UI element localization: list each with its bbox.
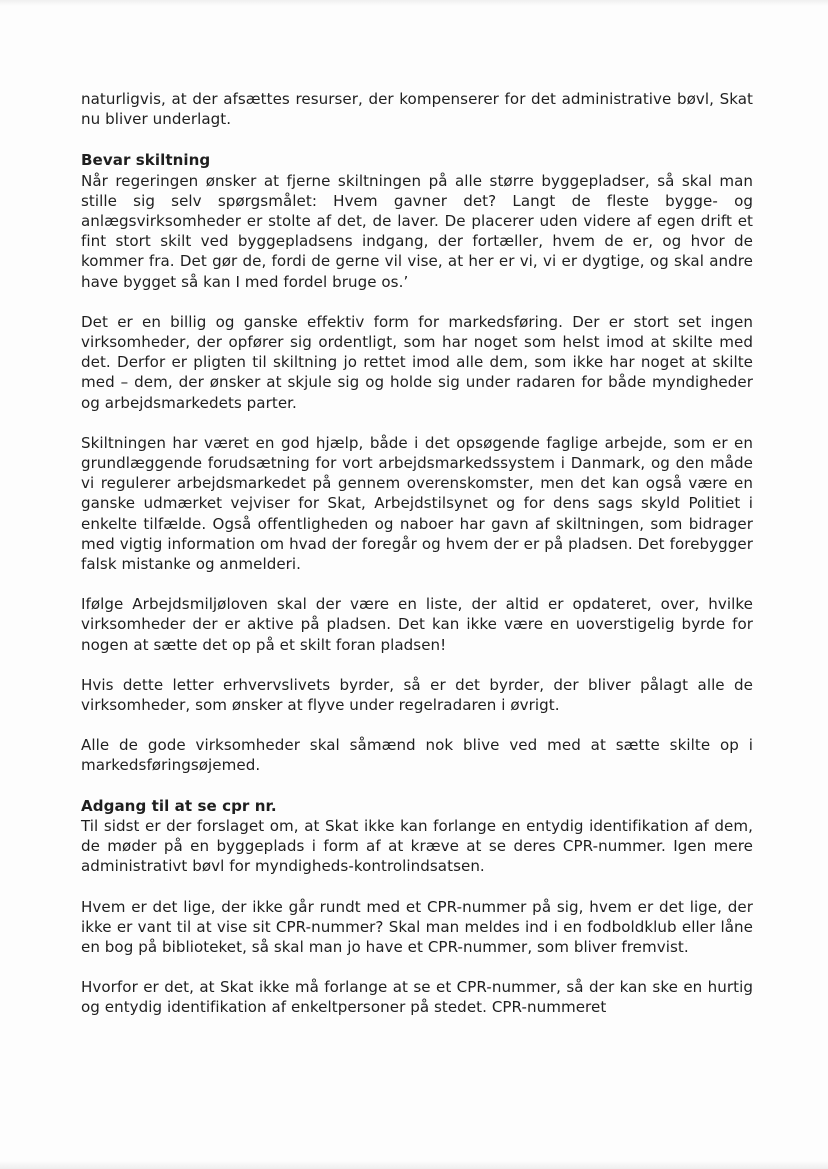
paragraph-skiltning-6: Alle de gode virksomheder skal såmænd nok blive ved med at sætte skilte op i markedsføringsøjemed. [81,736,753,775]
paragraph-cpr-3: Hvorfor er det, at Skat ikke må forlange at se et CPR-nummer, så der kan ske en hurtig og entydig identifikation af enkeltpersoner på stedet. CPR-nummeret [81,978,753,1017]
heading-adgang-cpr: Adgang til at se cpr nr. [81,796,277,815]
paragraph-spacer [81,877,753,897]
paragraph-skiltning-2: Det er en billig og ganske effektiv form for markedsføring. Der er stort set ingen virksomheder, der opfører sig ordentligt, som har noget som helst imod at skilte med det. Derfor er pligten til skiltning jo rettet imod alle dem, som ikke har noget at skilte med – dem, der ønsker at skjule sig og holde sig under radaren for både myndigheder og arbejdsmarkedets parter. [81,312,753,412]
paragraph-intro: naturligvis, at der afsættes resurser, der kompenserer for det administrative bøvl, Skat nu bliver underlagt. [81,90,753,129]
paragraph-spacer [81,413,753,433]
paragraph-cpr-2: Hvem er det lige, der ikke går rundt med et CPR-nummer på sig, hvem er det lige, der ikke er vant til at vise sit CPR-nummer? Skal man meldes ind i en fodboldklub eller låne en bog på biblioteket, så skal man jo have et CPR-nummer, som bliver fremvist. [81,897,753,956]
paragraph-skiltning-4: Ifølge Arbejdsmiljøloven skal der være en liste, der altid er opdateret, over, hvilke virksomheder der er aktive på pladsen. Det kan ikke være en uoverstigelig byrde for nogen at sætte det op på et skilt foran pladsen! [81,595,753,654]
scan-bottom-edge [0,1161,828,1169]
heading-bevar-skiltning: Bevar skiltning [81,151,211,170]
document-body [81,89,753,1018]
paragraph-spacer [81,715,753,735]
paragraph-skiltning-5: Hvis dette letter erhvervslivets byrder, så er det byrder, der bliver pålagt alle de virksomheder, som ønsker at flyve under regelradaren i øvrigt. [81,675,753,715]
paragraph-spacer [81,129,753,150]
paragraph-spacer [81,957,753,977]
paragraph-cpr-1: Til sidst er der forslaget om, at Skat ikke kan forlange en entydig identifikation af dem, de møder på en byggeplads i form af at kræve at se deres CPR-nummer. Igen mere administrativt bøvl for myndigheds-kontrolindsatsen. [81,816,753,876]
paragraph-spacer [81,776,753,796]
paragraph-spacer [81,292,753,312]
paragraph-spacer [81,574,753,594]
paragraph-skiltning-1: Når regeringen ønsker at fjerne skiltningen på alle større byggepladser, så skal man stille sig selv spørgsmålet: Hvem gavner det? Langt de fleste bygge- og anlægsvirksomheder er stolte af det, de laver. De placerer uden videre af egen drift et fint stort skilt ved byggepladsens indgang, der fortæller, hvem de er, og hvor de kommer fra. Det gør de, fordi de gerne vil vise, at her er vi, vi er dygtige, og skal andre have bygget så kan I med fordel bruge os.’ [81,171,753,291]
scan-top-edge [0,0,828,6]
paragraph-spacer [81,655,753,675]
paragraph-skiltning-3: Skiltningen har været en god hjælp, både i det opsøgende faglige arbejde, som er en grundlæggende forudsætning for vort arbejdsmarkedssystem i Danmark, og den måde vi regulerer arbejdsmarkedet på gennem overenskomster, men det kan også være en ganske udmærket vejviser for Skat, Arbejdstilsynet og for dens sags skyld Politiet i enkelte tilfælde. Også offentligheden og naboer har gavn af skiltningen, som bidrager med vigtig information om hvad der foregår og hvem der er på pladsen. Det forebygger falsk mistanke og anmelderi. [81,433,753,574]
